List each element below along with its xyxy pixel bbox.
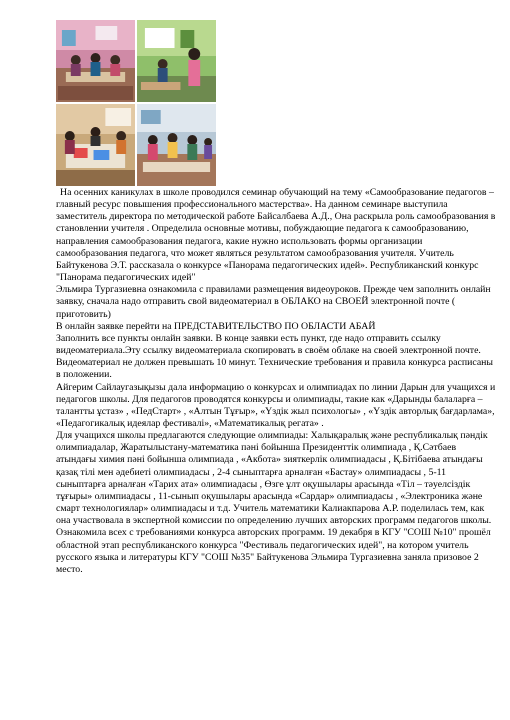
photo-collage bbox=[56, 20, 216, 186]
photo-seminar-classroom bbox=[56, 20, 135, 102]
photo-seminar-group-work bbox=[56, 104, 135, 186]
paragraph-student-olympiads: Для учащихся школы предлагаются следующие олимпиады: Халықаралық және республикалық пәндік олимпиадалар, Жаратылыстану-математика пәні бойынша Президенттік олимпиада , Қ.Сәтбаев атындағы химия пәні бойынша олимпиада , «Акбота» зияткерлік олимпиадасы , Қ.Бітібаева атындағы қазақ тілі мен әдебиеті олимпиадасы , 2-4 сыныптарға арналған «Бастау» олимпиадасы , 5-11 сыныптарға арналған «Тарих ата» олимпиадасы , Өзге ұлт оқушылары арасында «Тіл – тәуелсіздік тұғыры» олимпиадасы , 11-сынып оқушылары арасында «Сардар» олимпиадасы , «Электроника және смарт технологиялар» олимпиадасы и т.д. Учитель математики Калиакпарова А.Р. поделилась тем, как она участвовала в экспертной комиссии по определению лучших авторских программ педагогов школы. Ознакомила всех с требованиями конкурса авторских программ. 19 декабря в КГУ "СОШ №10" прошёл областной этап республиканского конкурса "Фестиваль педагогических идей", на котором учитель русского языка и литературы КГУ "СОШ №35" Байтукенова Эльмира Тургазиевна заняла призовое 2 место. bbox=[56, 430, 492, 575]
article-body bbox=[56, 187, 496, 576]
photo-seminar-participants bbox=[137, 104, 216, 186]
paragraph-video-rules: Эльмира Тургазиевна ознакомила с правилами размещения видеоуроков. Прежде чем заполнить онлайн заявку, сначала надо отправить свой видеоматериал в ОБЛАКО на СВОЕЙ электронной почте ( приготовить) bbox=[56, 284, 491, 320]
photo-seminar-teacher-presenting bbox=[137, 20, 216, 102]
paragraph-online-application: В онлайн заявке перейти на ПРЕДСТАВИТЕЛЬСТВО ПО ОБЛАСТИ АБАЙ bbox=[56, 320, 376, 332]
paragraph-daryn-contests: Айгерим Сайлаугазықызы дала информацию о конкурсах и олимпиадах по линии Дарын для учащихся и педагогов школы. Для педагогов проводятся конкурсы и олимпиады, такие как «Дарынды балаларға – талантты ұстаз» , «ПедСтарт» , «Алтын Тұғыр», «Үздік жыл психологы» , «Үздік авторлық бағдарлама», «Педагогикалық идеялар фестивалі», «Математикалық регата» . bbox=[56, 381, 496, 429]
paragraph-application-steps: Заполнить все пункты онлайн заявки. В конце заявки есть пункт, где надо отправить ссылку видеоматериала.Эту ссылку видеоматериала скопировать в своём облаке на своей электронной почте. Видеоматериал не должен превышать 10 минут. Технические требования и правила конкурса расписаны в положении. bbox=[56, 332, 494, 381]
paragraph-seminar-summary: На осенних каникулах в школе проводился семинар обучающий на тему «Самообразование педагогов – главный ресурс повышения профессионального мастерства». На данном семинаре выступила заместитель директора по методической работе Байсалбаева А.Д., Она раскрыла роль самообразования в становлении учителя . Определила основные мотивы, побуждающие педагога к самообразованию, направления самообразования педагога, какие нужно использовать формы организации самообразования педагога, что может являться результатом самообразования учителя. Учитель Байтукенова Э.Т. рассказала о конкурсе «Панорама педагогических идей». Республиканский конкурс "Панорама педагогических идей" bbox=[56, 187, 496, 284]
